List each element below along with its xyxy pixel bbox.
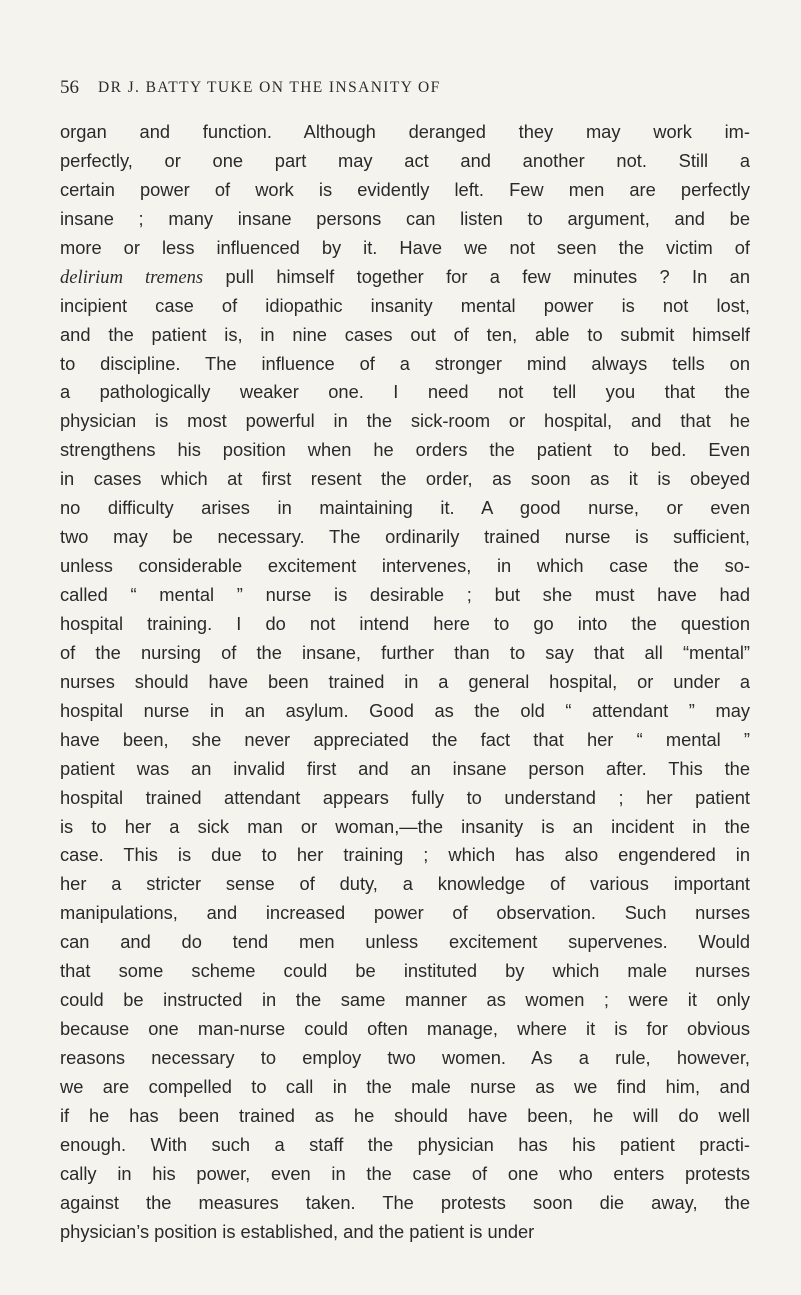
text-line: her a stricter sense of duty, a knowledge of various important	[60, 873, 750, 895]
text-line: in cases which at first resent the order, as soon as it is obeyed	[60, 468, 750, 490]
text-line: unless considerable excitement intervenes, in which case the so-	[60, 555, 750, 577]
text-line: called “ mental ” nurse is desirable ; but she must have had	[60, 584, 750, 605]
body-text	[60, 118, 750, 1247]
text-line: against the measures taken. The protests soon die away, the	[60, 1191, 750, 1213]
text-line: physician’s position is established, and the patient is under	[60, 1220, 535, 1242]
text-line: hospital trained attendant appears fully to understand ; her patient	[60, 786, 750, 808]
text-line: could be instructed in the same manner as women ; were it only	[60, 989, 750, 1011]
text-line: have been, she never appreciated the fact that her “ mental ”	[60, 728, 750, 750]
text-line: hospital nurse in an asylum. Good as the old “ attendant ” may	[60, 699, 750, 721]
text-line: reasons necessary to employ two women. As a rule, however,	[60, 1047, 750, 1068]
text-line: organ and function. Although deranged they may work im-	[60, 121, 750, 142]
text-line: perfectly, or one part may act and another not. Still a	[60, 149, 750, 171]
text-line: more or less influenced by it. Have we not seen the victim of	[60, 236, 750, 258]
text-line: strengthens his position when he orders the patient to bed. Even	[60, 439, 750, 461]
text-line: that some scheme could be instituted by which male nurses	[60, 960, 750, 982]
text-line: enough. With such a staff the physician has his patient practi-	[60, 1133, 750, 1155]
text-line: if he has been trained as he should have been, he will do well	[60, 1104, 750, 1126]
text-line: cally in his power, even in the case of one who enters protests	[60, 1162, 750, 1184]
text-line: physician is most powerful in the sick-room or hospital, and that he	[60, 410, 750, 432]
text-line: because one man-nurse could often manage, where it is for obvious	[60, 1018, 750, 1040]
text-line: to discipline. The influence of a stronger mind always tells on	[60, 352, 750, 374]
text-line: can and do tend men unless excitement supervenes. Would	[60, 931, 750, 953]
text-line: patient was an invalid first and an insane person after. This the	[60, 757, 750, 779]
text-line: of the nursing of the insane, further than to say that all “mental”	[60, 641, 750, 663]
text-line: hospital training. I do not intend here to go into the question	[60, 612, 750, 634]
running-head	[60, 76, 750, 100]
text-line-rest: pull himself together for a few minutes ? In an	[203, 265, 750, 287]
text-line: two may be necessary. The ordinarily trained nurse is sufficient,	[60, 526, 750, 548]
text-line: is to her a sick man or woman,—the insanity is an incident in the	[60, 815, 750, 837]
text-line: nurses should have been trained in a general hospital, or under a	[60, 670, 750, 692]
text-line: and the patient is, in nine cases out of ten, able to submit himself	[60, 323, 750, 345]
text-line: we are compelled to call in the male nurse as we find him, and	[60, 1075, 750, 1097]
italic-term: delirium tremens	[60, 266, 204, 288]
page-number: 56	[60, 77, 79, 98]
text-line: insane ; many insane persons can listen to argument, and be	[60, 207, 750, 229]
text-line: a pathologically weaker one. I need not tell you that the	[60, 381, 750, 403]
text-line: manipulations, and increased power of observation. Such nurses	[60, 902, 750, 924]
running-head-title: DR J. BATTY TUKE ON THE INSANITY OF	[98, 79, 441, 96]
text-line	[60, 263, 750, 292]
text-line: no difficulty arises in maintaining it. A good nurse, or even	[60, 497, 750, 519]
text-line: incipient case of idiopathic insanity mental power is not lost,	[60, 294, 750, 316]
text-line: case. This is due to her training ; which has also engendered in	[60, 844, 750, 866]
text-line: certain power of work is evidently left. Few men are perfectly	[60, 178, 750, 200]
